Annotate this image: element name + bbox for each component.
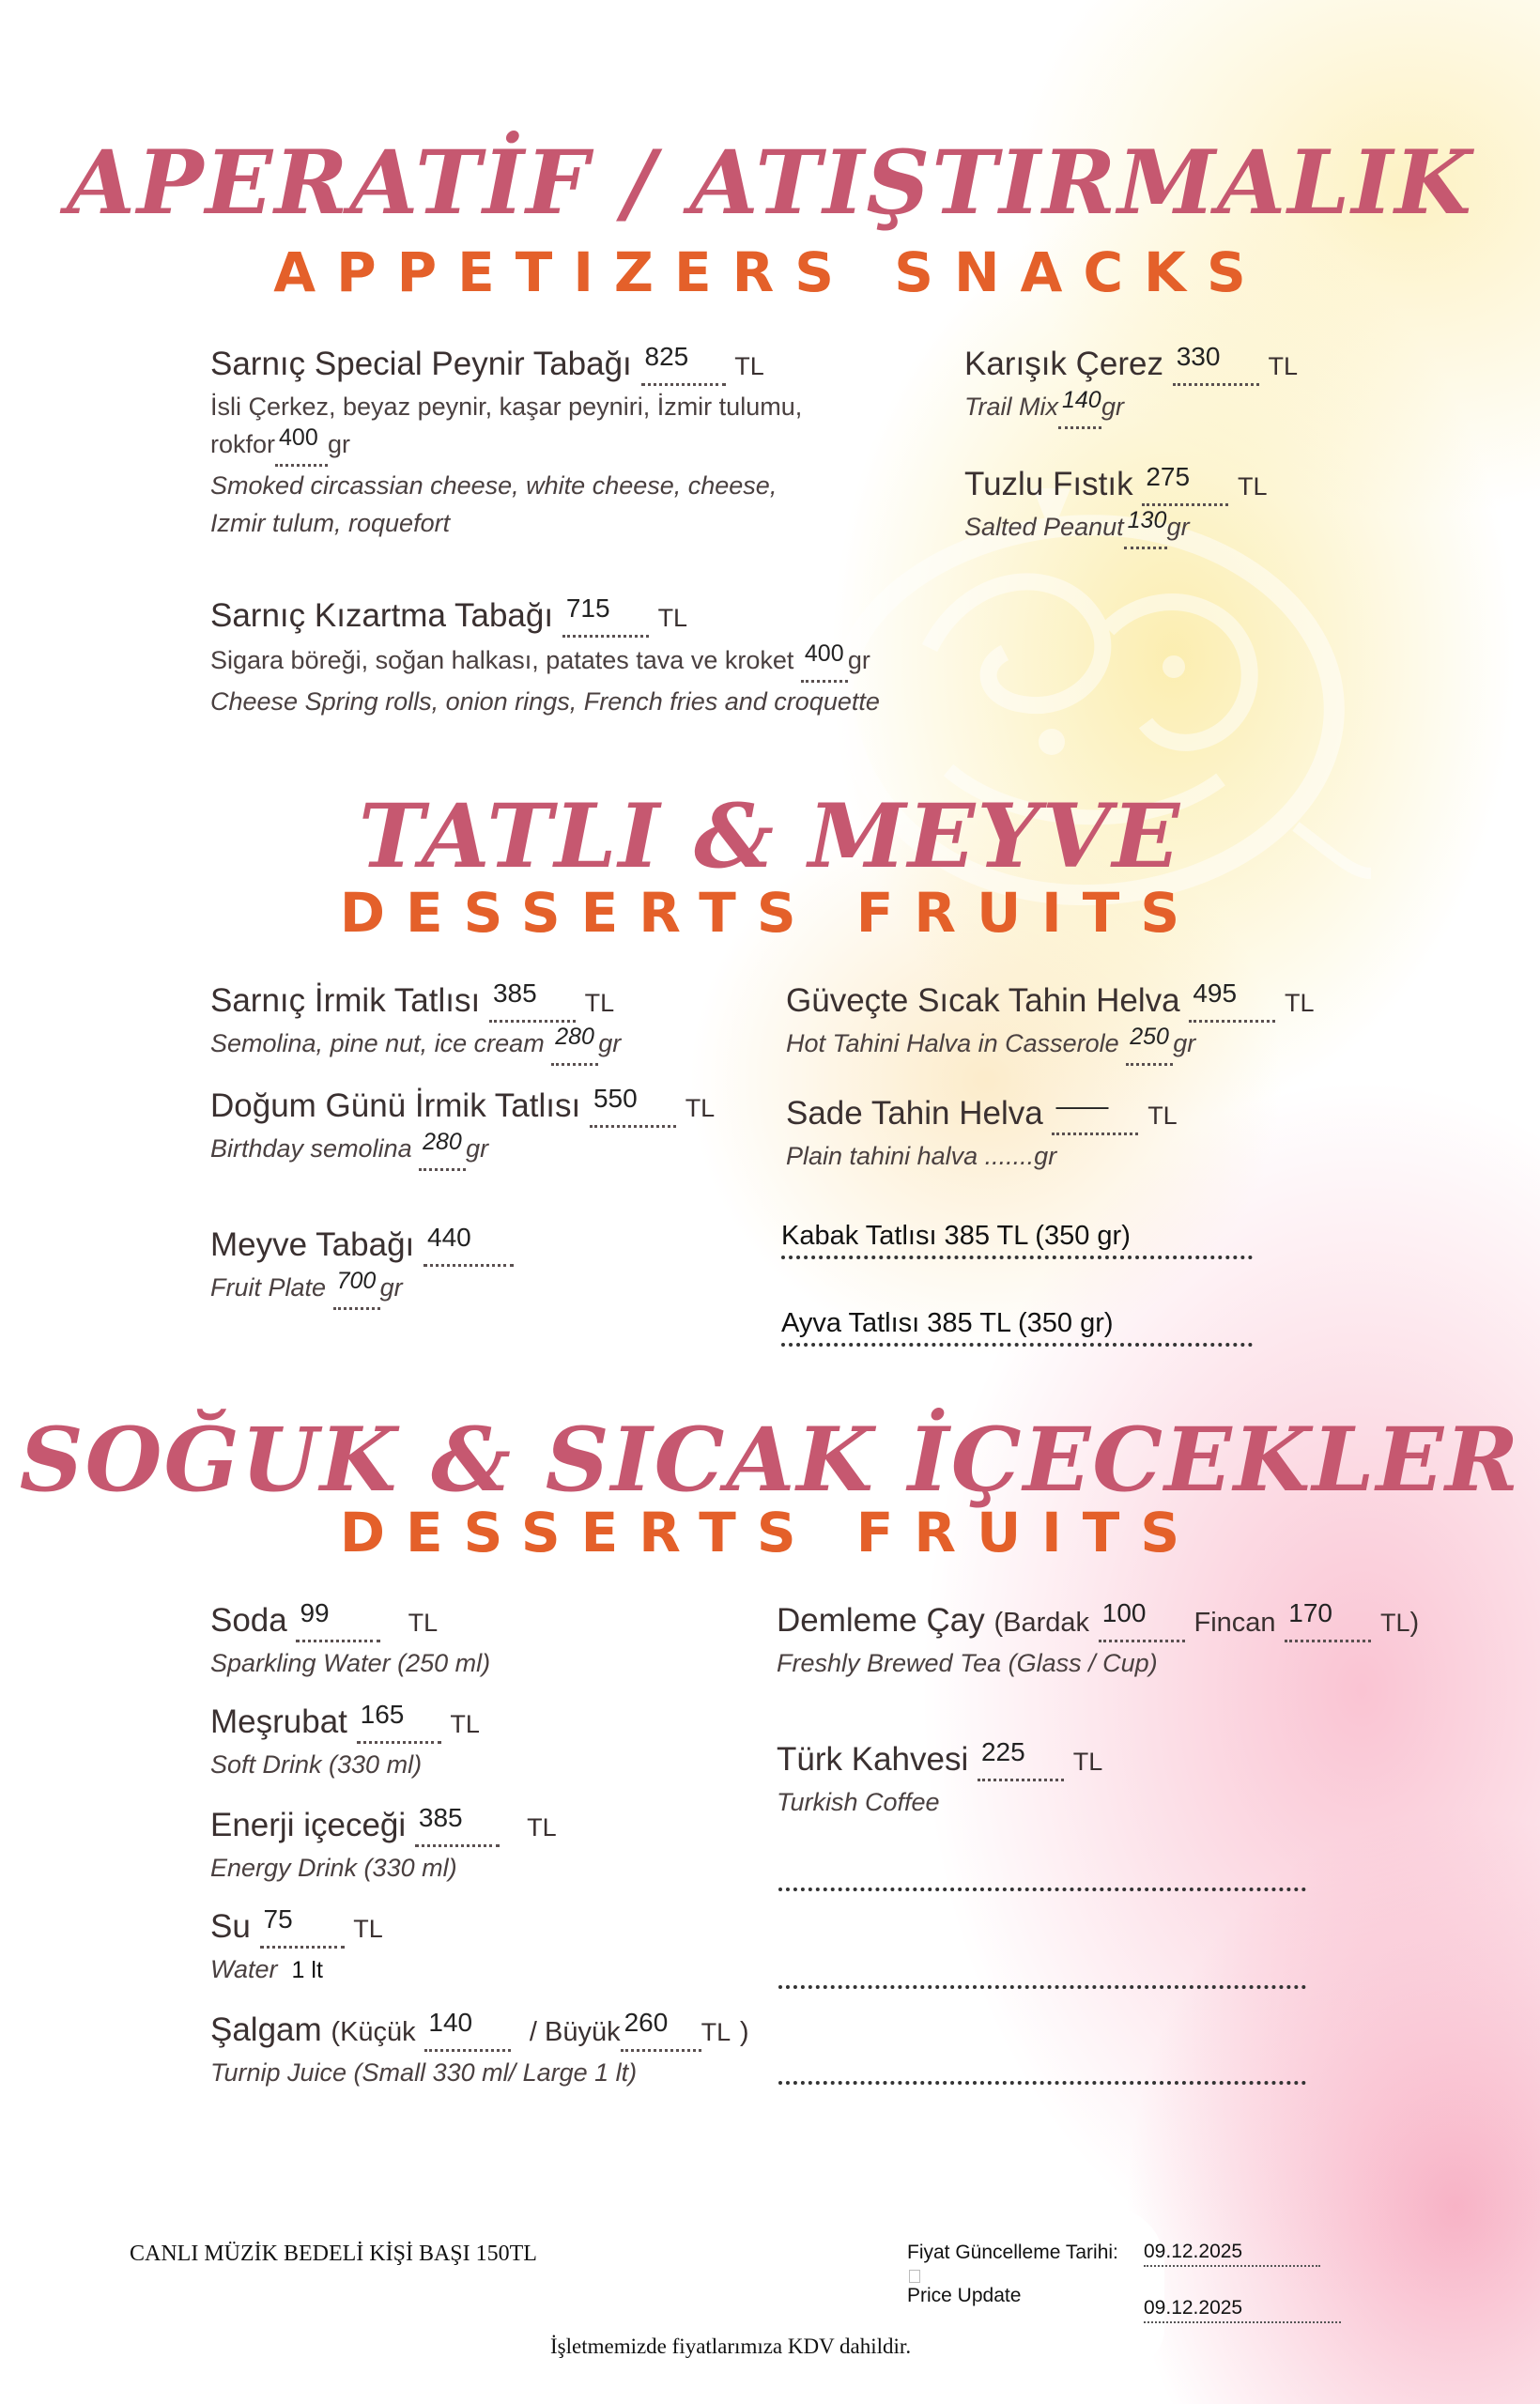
- section-title-appetizers: APERATİF / ATIŞTIRMALIK: [67, 131, 1473, 235]
- item-name: Demleme Çay: [777, 1602, 985, 1639]
- item-desc-en: Turnip Juice (Small 330 ml/ Large 1 lt): [210, 2058, 638, 2087]
- item-weight: 400: [804, 640, 844, 667]
- menu-item-dogum-gunu-irmik: [210, 1084, 716, 1171]
- item-weight: 280: [555, 1024, 594, 1050]
- live-music-note: CANLI MÜZİK BEDELİ KİŞİ BAŞI 150TL: [130, 2242, 537, 2266]
- item-desc-en: Semolina, pine nut, ice cream: [210, 1029, 545, 1057]
- item-price: 99: [300, 1598, 330, 1627]
- item-price: 165: [360, 1700, 405, 1729]
- item-price: ——: [1055, 1091, 1109, 1120]
- item-desc-en: Birthday semolina: [210, 1134, 412, 1163]
- item-line-text: Ayva Tatlısı 385 TL (350 gr): [781, 1308, 1114, 1338]
- currency-label: TL: [450, 1710, 480, 1738]
- item-price: 495: [1193, 979, 1238, 1008]
- item-price: 440: [427, 1223, 471, 1252]
- weight-unit: gr: [1166, 513, 1190, 541]
- item-desc-tr: İsli Çerkez, beyaz peynir, kaşar peyniri, İzmir tulumu,: [210, 393, 803, 421]
- weight-unit: gr: [1034, 1142, 1057, 1170]
- item-desc-tr: Sigara böreği, soğan halkası, patates tava ve kroket: [210, 646, 794, 674]
- item-price: 385: [418, 1803, 463, 1832]
- menu-item-tuzlu-fistik: [964, 462, 1268, 549]
- weight-unit: gr: [328, 430, 351, 458]
- currency-label: TL: [408, 1609, 439, 1637]
- item-weight: 400: [279, 424, 318, 451]
- item-price-fincan: 170: [1288, 1598, 1332, 1627]
- weight-unit: gr: [598, 1029, 622, 1057]
- price-update-date-2-field: [1144, 2297, 1341, 2323]
- menu-item-mesrubat: [210, 1700, 480, 1783]
- price-update-label-tr: Fiyat Güncelleme Tarihi:: [907, 2242, 1118, 2263]
- item-weight: 250: [1130, 1024, 1169, 1050]
- item-name: Tuzlu Fıstık: [964, 466, 1133, 502]
- small-label: (Küçük: [331, 2017, 416, 2047]
- menu-item-peynir-tabagi: [210, 342, 803, 542]
- item-desc-en: Water: [210, 1955, 278, 1983]
- item-size: 1 lt: [291, 1957, 323, 1983]
- close-paren: ): [1409, 1608, 1420, 1638]
- weight-unit: gr: [1101, 393, 1124, 421]
- item-name: Meyve Tabağı: [210, 1226, 415, 1263]
- item-name: Şalgam: [210, 2011, 322, 2048]
- item-desc-en: Hot Tahini Halva in Casserole: [786, 1029, 1119, 1057]
- item-desc-en: Plain tahini halva: [786, 1142, 978, 1170]
- menu-item-irmik-tatlisi: [210, 979, 622, 1066]
- item-name: Sarnıç Special Peynir Tabağı: [210, 346, 632, 382]
- currency-label: TL: [1147, 1102, 1178, 1130]
- fincan-label: Fincan: [1194, 1608, 1276, 1638]
- item-weight: 280: [423, 1129, 462, 1155]
- menu-item-turk-kahvesi: [777, 1737, 1103, 1821]
- item-price: 550: [593, 1084, 638, 1113]
- blank-dotted-line: [778, 1888, 1306, 1891]
- menu-item-sicak-tahin-helva: [786, 979, 1315, 1066]
- price-update-date-1: 09.12.2025: [1144, 2241, 1243, 2262]
- item-name: Sarnıç Kızartma Tabağı: [210, 597, 554, 634]
- currency-label: TL: [1072, 1748, 1103, 1776]
- item-price: 225: [980, 1737, 1025, 1766]
- menu-item-soda: [210, 1598, 491, 1682]
- item-desc-en: Fruit Plate: [210, 1273, 327, 1302]
- item-name: Meşrubat: [210, 1703, 347, 1740]
- menu-item-kizartma-tabagi: [210, 593, 880, 720]
- item-weight: 700: [336, 1268, 377, 1294]
- item-weight: 140: [1061, 387, 1101, 413]
- item-name: Sarnıç İrmik Tatlısı: [210, 982, 481, 1019]
- item-price: 825: [644, 342, 689, 371]
- item-name: Enerji içeceği: [210, 1807, 407, 1843]
- item-weight-blank: .......: [984, 1142, 1035, 1170]
- weight-unit: gr: [379, 1273, 403, 1302]
- item-desc-en: Izmir tulum, roquefort: [210, 509, 451, 537]
- menu-item-sade-tahin-helva: [786, 1091, 1178, 1175]
- item-name: Su: [210, 1908, 251, 1945]
- price-update-date-1-field: [1144, 2241, 1320, 2267]
- section-subtitle-desserts: DESSERTS FRUITS: [339, 881, 1201, 945]
- large-label: / Büyük: [529, 2017, 621, 2047]
- menu-item-su: [210, 1904, 383, 1989]
- item-price-small: 140: [428, 2008, 473, 2037]
- currency-label: TL: [527, 1813, 557, 1842]
- item-name: Doğum Günü İrmik Tatlısı: [210, 1087, 581, 1124]
- item-desc-en: Energy Drink (330 ml): [210, 1854, 457, 1882]
- section-title-drinks: SOĞUK & SICAK İÇECEKLER: [19, 1409, 1521, 1512]
- currency-label: TL: [1285, 989, 1315, 1017]
- item-line-text: Kabak Tatlısı 385 TL (350 gr): [781, 1221, 1131, 1251]
- item-desc-en: Freshly Brewed Tea (Glass / Cup): [777, 1649, 1158, 1677]
- currency-label: TL: [734, 352, 764, 380]
- menu-item-meyve-tabagi: [210, 1223, 514, 1310]
- item-desc-en: Turkish Coffee: [777, 1788, 940, 1816]
- close-paren: ): [739, 2017, 749, 2047]
- currency-label: TL: [1268, 352, 1298, 380]
- price-update-date-2: 09.12.2025: [1144, 2297, 1243, 2319]
- weight-unit: gr: [466, 1134, 489, 1163]
- price-update-block: [907, 2242, 1118, 2307]
- checkbox-icon: [909, 2270, 920, 2283]
- item-desc-tr: rokfor: [210, 430, 276, 458]
- item-price: 275: [1146, 462, 1191, 491]
- item-desc-en: Salted Peanut: [964, 513, 1124, 541]
- menu-item-demleme-cay: [777, 1598, 1420, 1682]
- item-price: 330: [1176, 342, 1221, 371]
- item-name: Soda: [210, 1602, 287, 1639]
- price-update-label-en: Price Update: [907, 2285, 1022, 2306]
- menu-item-ayva-tatlisi: [781, 1308, 1253, 1347]
- currency-label: TL: [657, 604, 688, 632]
- item-price-bardak: 100: [1101, 1598, 1147, 1627]
- section-subtitle-appetizers: APPETIZERS SNACKS: [273, 240, 1267, 304]
- section-subtitle-drinks: DESSERTS FRUITS: [339, 1501, 1201, 1564]
- item-name: Güveçte Sıcak Tahin Helva: [786, 982, 1180, 1019]
- weight-unit: gr: [847, 646, 870, 674]
- currency-label: TL: [353, 1915, 383, 1943]
- menu-item-salgam: [210, 2008, 749, 2091]
- currency-label: TL: [1238, 472, 1268, 501]
- vat-note: İşletmemizde fiyatlarımıza KDV dahildir.: [550, 2335, 912, 2358]
- section-title-desserts: TATLI & MEYVE: [358, 785, 1182, 888]
- bardak-label: (Bardak: [993, 1608, 1090, 1638]
- menu-item-karisik-cerez: [964, 342, 1298, 429]
- item-desc-en: Soft Drink (330 ml): [210, 1750, 423, 1779]
- item-name: Karışık Çerez: [964, 346, 1163, 382]
- item-desc-en: Sparkling Water (250 ml): [210, 1649, 491, 1677]
- item-desc-en: Trail Mix: [964, 393, 1058, 421]
- item-desc-en: Cheese Spring rolls, onion rings, French fries and croquette: [210, 687, 880, 716]
- item-name: Sade Tahin Helva: [786, 1095, 1043, 1132]
- menu-item-enerji-icecegi: [210, 1803, 557, 1887]
- currency-label: TL: [1380, 1609, 1410, 1637]
- item-price-large: 260: [624, 2008, 669, 2037]
- blank-dotted-line: [778, 1985, 1306, 1989]
- item-price: 385: [492, 979, 537, 1008]
- item-desc-en: Smoked circassian cheese, white cheese, cheese,: [210, 471, 778, 500]
- item-price: 75: [263, 1904, 293, 1934]
- currency-label: TL: [701, 2018, 732, 2046]
- currency-label: TL: [685, 1094, 716, 1122]
- blank-dotted-line: [778, 2081, 1306, 2085]
- item-price: 715: [565, 593, 610, 623]
- item-weight: 130: [1127, 507, 1167, 533]
- currency-label: TL: [584, 989, 615, 1017]
- weight-unit: gr: [1173, 1029, 1196, 1057]
- menu-item-kabak-tatlisi: [781, 1221, 1253, 1259]
- item-name: Türk Kahvesi: [777, 1741, 969, 1778]
